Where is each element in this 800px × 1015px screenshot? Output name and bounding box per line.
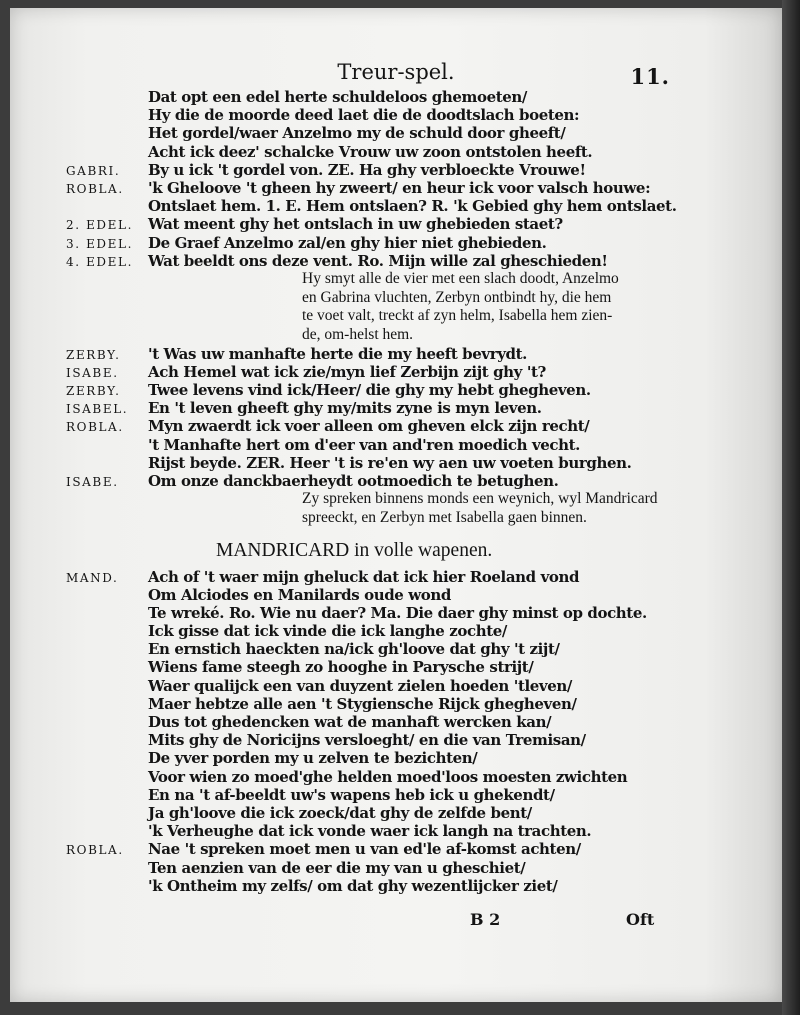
verse-line: [66, 88, 706, 106]
verse-text: En na 't af-beeldt uw's wapens heb ick u ghekendt/: [148, 785, 555, 804]
verse-line: [66, 713, 706, 731]
verse-text: 'k Gheloove 't gheen hy zweert/ en heur ick voor valsch houwe:: [148, 178, 651, 197]
verse-line: [66, 695, 706, 713]
book-page: [10, 8, 782, 1002]
speaker-name: GABRI.: [66, 163, 121, 178]
verse-text: Het gordel/waer Anzelmo my de schuld door gheeft/: [148, 124, 566, 143]
verse-line: [66, 143, 706, 161]
stage-direction: [66, 326, 706, 345]
verse-text: Nae 't spreken moet men u van ed'le af-komst achten/: [148, 840, 581, 859]
scene-heading-text: MANDRICARD in volle wapenen.: [216, 539, 493, 561]
verse-text: Waer qualijck een van duyzent zielen hoeden 'tleven/: [148, 676, 572, 695]
speaker-name: ROBLA.: [66, 843, 124, 858]
verse-line: [66, 568, 706, 586]
stage-direction: [66, 509, 706, 528]
verse-text: De Graef Anzelmo zal/en ghy hier niet ghebieden.: [148, 233, 547, 252]
verse-line: [66, 604, 706, 622]
speaker-name: 2. EDEL.: [66, 218, 133, 233]
stage-direction: [66, 270, 706, 289]
verse-line: [66, 417, 706, 435]
speaker-name: 4. EDEL.: [66, 254, 133, 269]
speaker-name: ISABEL.: [66, 402, 129, 417]
verse-line: [66, 658, 706, 676]
speaker-name: ROBLA.: [66, 181, 124, 196]
speaker-name: MAND.: [66, 570, 119, 585]
verse-line: [66, 768, 706, 786]
play-text: [66, 88, 706, 895]
verse-line: [66, 124, 706, 142]
verse-text: 't Was uw manhafte herte die my heeft bevrydt.: [148, 344, 527, 363]
verse-line: [66, 749, 706, 767]
verse-text: En 't leven gheeft ghy my/mits zyne is myn leven.: [148, 399, 542, 418]
verse-text: Voor wien zo moed'ghe helden moed'loos moesten zwichten: [148, 767, 628, 786]
speaker-name: ISABE.: [66, 365, 119, 380]
verse-line: [66, 677, 706, 695]
verse-line: [66, 640, 706, 658]
verse-text: 'k Verheughe dat ick vonde waer ick langh na trachten.: [148, 822, 592, 841]
verse-text: Wat beeldt ons deze vent. Ro. Mijn wille zal gheschieden!: [148, 251, 608, 270]
verse-text: Om onze danckbaerheydt ootmoedich te betughen.: [148, 471, 559, 490]
verse-text: Te wreké. Ro. Wie nu daer? Ma. Die daer ghy minst op dochte.: [148, 603, 647, 622]
verse-line: [66, 877, 706, 895]
verse-line: [66, 106, 706, 124]
verse-line: [66, 472, 706, 490]
running-head: Treur-spel.: [337, 60, 455, 84]
verse-text: 't Manhafte hert om d'eer van and'ren moedich vecht.: [148, 435, 580, 454]
signature-mark: B 2: [470, 910, 501, 929]
stage-direction-text: spreeckt, en Zerbyn met Isabella gaen binnen.: [302, 508, 587, 526]
verse-line: [66, 436, 706, 454]
verse-line: [66, 840, 706, 858]
verse-line: [66, 252, 706, 270]
verse-text: By u ick 't gordel von. ZE. Ha ghy verbloeckte Vrouwe!: [148, 160, 586, 179]
verse-text: Wiens fame steegh zo hooghe in Parysche strijt/: [148, 658, 534, 677]
verse-line: [66, 215, 706, 233]
verse-text: Ja gh'loove die ick zoeck/dat ghy de zelfde bent/: [148, 803, 532, 822]
verse-text: Hy die de moorde deed laet die de doodtslach boeten:: [148, 106, 580, 125]
verse-text: Ontslaet hem. 1. E. Hem ontslaen? R. 'k Gebied ghy hem ontslaet.: [148, 197, 677, 216]
verse-text: En ernstich haeckten na/ick gh'loove dat ghy 't zijt/: [148, 640, 560, 659]
verse-text: Twee levens vind ick/Heer/ die ghy my hebt ghegheven.: [148, 381, 591, 399]
verse-text: Rijst beyde. ZER. Heer 't is re'en wy aen uw voeten burghen.: [148, 453, 632, 472]
speaker-name: ISABE.: [66, 474, 119, 489]
stage-direction-text: de, om-helst hem.: [302, 325, 414, 343]
scene-heading: [66, 528, 706, 568]
verse-line: [66, 381, 706, 399]
stage-direction: [66, 307, 706, 326]
stage-direction-text: Zy spreken binnens monds een weynich, wyl Mandricard: [302, 490, 658, 508]
verse-text: De yver porden my u zelven te bezichten/: [148, 749, 478, 768]
verse-line: [66, 399, 706, 417]
verse-text: Wat meent ghy het ontslach in uw ghebieden staet?: [148, 215, 563, 234]
stage-direction-text: te voet valt, treckt af zyn helm, Isabella hem zien-: [302, 307, 613, 325]
verse-line: [66, 859, 706, 877]
verse-text: Ach Hemel wat ick zie/myn lief Zerbijn zijt ghy 't?: [148, 362, 546, 381]
speaker-name: ZERBY.: [66, 347, 121, 362]
verse-line: [66, 622, 706, 640]
verse-line: [66, 804, 706, 822]
catchword: Oft: [626, 910, 655, 929]
verse-text: Dat opt een edel herte schuldeloos ghemoeten/: [148, 88, 527, 106]
speaker-name: ZERBY.: [66, 384, 121, 398]
verse-line: [66, 454, 706, 472]
stage-direction: [66, 490, 706, 509]
verse-line: [66, 586, 706, 604]
stage-direction: [66, 289, 706, 308]
verse-line: [66, 363, 706, 381]
verse-text: Dus tot ghedencken wat de manhaft wercken kan/: [148, 713, 552, 731]
verse-text: Ach of 't waer mijn gheluck dat ick hier Roeland vond: [148, 567, 580, 586]
verse-text: Ten aenzien van de eer die my van u gheschiet/: [148, 858, 526, 877]
verse-text: 'k Ontheim my zelfs/ om dat ghy wezentlijcker ziet/: [148, 876, 558, 895]
verse-text: Maer hebtze alle aen 't Stygiensche Rijck ghegheven/: [148, 694, 577, 713]
verse-text: Ick gisse dat ick vinde die ick langhe zochte/: [148, 622, 507, 641]
speaker-name: ROBLA.: [66, 420, 124, 435]
verse-line: [66, 345, 706, 363]
verse-line: [66, 161, 706, 179]
verse-text: Om Alciodes en Manilards oude wond: [148, 585, 451, 604]
stage-direction-text: en Gabrina vluchten, Zerbyn ontbindt hy, die hem: [302, 288, 612, 306]
verse-line: [66, 731, 706, 749]
book-edge: [782, 0, 800, 1015]
stage-direction-text: Hy smyt alle de vier met een slach doodt, Anzelmo: [302, 269, 619, 287]
page-number: 11.: [630, 64, 670, 89]
verse-line: [66, 786, 706, 804]
verse-line: [66, 234, 706, 252]
verse-line: [66, 197, 706, 215]
speaker-name: 3. EDEL.: [66, 236, 133, 251]
verse-line: [66, 179, 706, 197]
verse-text: Myn zwaerdt ick voer alleen om gheven elck zijn recht/: [148, 417, 590, 436]
verse-line: [66, 822, 706, 840]
verse-text: Acht ick deez' schalcke Vrouw uw zoon ontstolen heeft.: [148, 142, 593, 161]
verse-text: Mits ghy de Noricijns versloeght/ en die van Tremisan/: [148, 731, 586, 750]
